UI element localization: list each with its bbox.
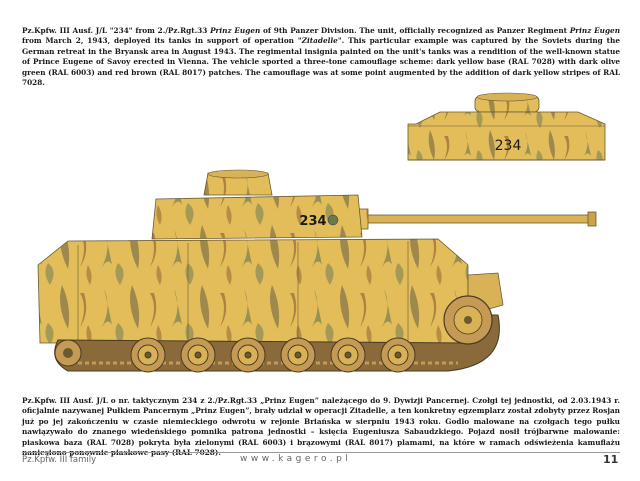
tank-side-illustration <box>28 165 618 390</box>
turret-view-illustration <box>400 90 610 170</box>
page-number: 11 <box>603 453 619 466</box>
footer-series-title: Pz.Kpfw. III family <box>22 455 97 465</box>
caption-en-part: Pz.Kpfw. III Ausf. J/L "234" from 2./Pz.Rgt.33 <box>22 26 211 35</box>
hull-number-text: 234 <box>299 214 327 229</box>
caption-en-part: of 9th Panzer Division. The unit, officially recognized as Panzer Regiment <box>260 26 570 35</box>
caption-english <box>22 26 620 88</box>
footer-divider <box>22 452 620 453</box>
caption-polish: Pz.Kpfw. III Ausf. J/L o nr. taktycznym 234 z 2./Pz.Rgt.33 „Prinz Eugen” należącego do 9. Dywizji Pancernej. Czołgi tej jednostki, od 2.03.1943 r. oficjalnie nazywanej Pułkiem Pancernym „Prinz Eugen”, brały udział w operacji Zitadelle, a ten konkretny egzemplarz został zdobyty przez Rosjan już po jej zakończeniu w czasie niemieckiego odwrotu w rejonie Briańska w sierpniu 1943 roku. Godlo malowane na czołgach tego pułku nawiązywało do znanego wiedeńskiego pomnika patrona jednostki – księcia Eugeniusza Sabaudzkiego. Pojazd nosił trójbarwne malowanie: piaskowa baza (RAL 7028) pokryta była zielonymi (RAL 6003) i brązowymi (RAL 8017) plamami, na które w ramach odświeżenia kamuflażu <box>22 396 620 447</box>
footer-website: www.kagero.pl <box>240 454 352 464</box>
caption-en-italic: Prinz Eugen <box>210 26 261 35</box>
caption-en-italic: Prinz Eugen <box>569 26 620 35</box>
turret-number-text: 234 <box>494 138 522 154</box>
caption-en-italic: Zitadelle <box>301 36 338 46</box>
caption-en-part: from March 2, 1943, deployed its tanks in support of operation " <box>22 36 302 46</box>
caption-en-part: ". This particular example was captured by the Soviets during the German retreat in the Bryansk area in August 1943. The regimental insignia painted on the unit's tanks was a rendition of the well-known statue of Prince Eugene of Savoy erected in Vienna. The vehicle sported a three-tone camouflage scheme: dark yellow base (RAL 7028) with dark olive green (RAL 6003) and red brown (RAL 8017) patches. The camouflage was at some point augmented by the addition of dark yellow stripes of RAL 7028. <box>22 36 620 88</box>
